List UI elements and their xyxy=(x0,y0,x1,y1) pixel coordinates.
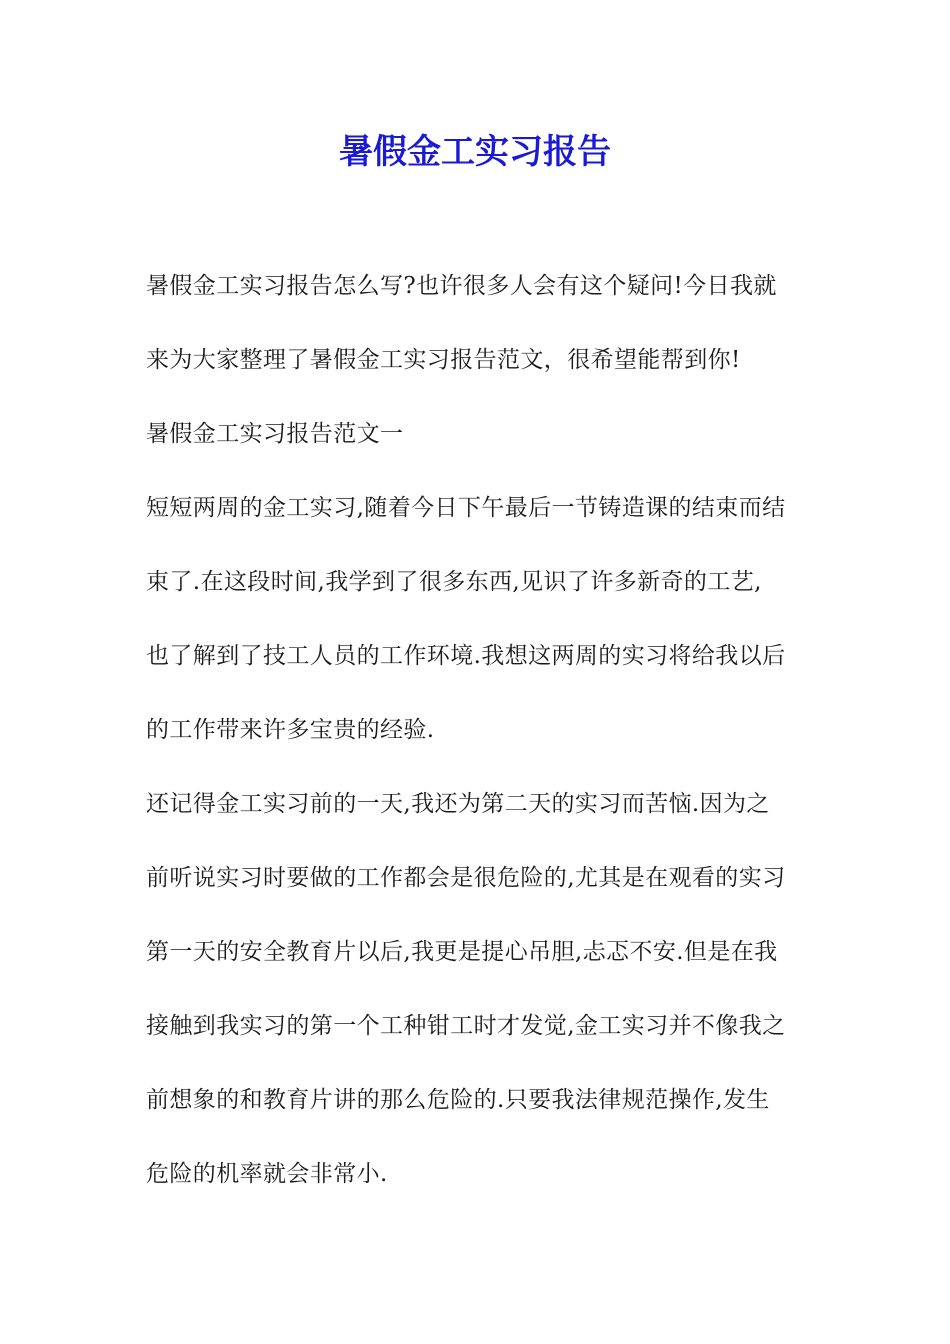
body-line-2: 来为大家整理了暑假金工实习报告范文，很希望能帮到你! xyxy=(146,347,741,373)
document-title: 暑假金工实习报告 xyxy=(339,132,611,172)
body-line-6: 也了解到了技工人员的工作环境.我想这两周的实习将给我以后 xyxy=(146,643,786,669)
document-body xyxy=(146,262,808,1198)
body-line-12: 前想象的和教育片讲的那么危险的.只要我法律规范操作,发生 xyxy=(146,1087,770,1113)
body-line-5: 束了.在这段时间,我学到了很多东西,见识了许多新奇的工艺, xyxy=(146,569,762,595)
body-line-13: 危险的机率就会非常小. xyxy=(146,1161,388,1187)
section-heading: 暑假金工实习报告范文一 xyxy=(146,421,404,447)
body-line-10: 第一天的安全教育片以后,我更是提心吊胆,忐忑不安.但是在我 xyxy=(146,939,778,965)
body-line-9: 前听说实习时要做的工作都会是很危险的,尤其是在观看的实习 xyxy=(146,865,786,891)
body-line-1: 暑假金工实习报告怎么写?也许很多人会有这个疑问!今日我就 xyxy=(146,273,777,299)
body-line-7: 的工作带来许多宝贵的经验. xyxy=(146,717,435,743)
body-line-11: 接触到我实习的第一个工种钳工时才发觉,金工实习并不像我之 xyxy=(146,1013,786,1039)
body-line-4: 短短两周的金工实习,随着今日下午最后一节铸造课的结束而结 xyxy=(146,495,786,521)
body-line-8: 还记得金工实习前的一天,我还为第二天的实习而苦恼.因为之 xyxy=(146,791,770,817)
